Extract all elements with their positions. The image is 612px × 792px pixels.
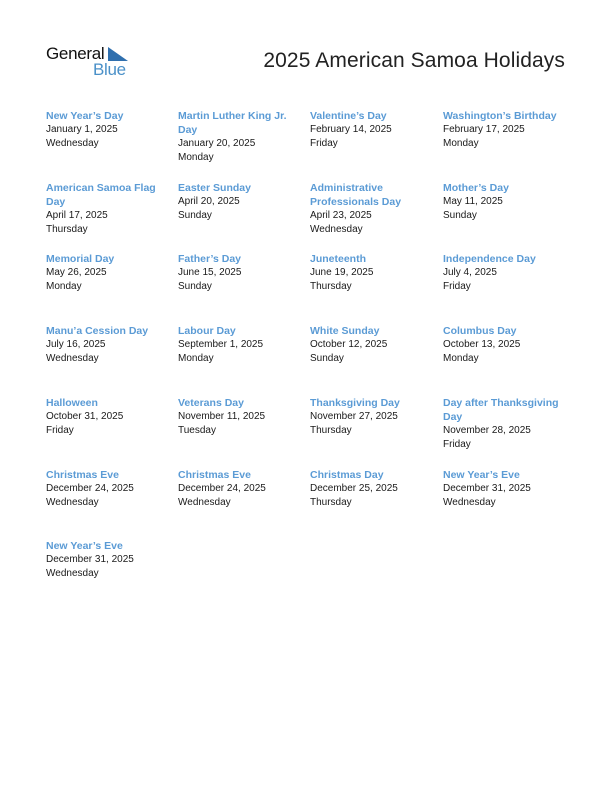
- holiday-weekday: Wednesday: [46, 568, 99, 579]
- holiday-item: [46, 468, 170, 510]
- holiday-date: July 16, 2025: [46, 339, 106, 350]
- holiday-weekday: Sunday: [178, 210, 212, 221]
- holiday-item: [178, 396, 302, 438]
- holiday-weekday: Sunday: [178, 281, 212, 292]
- holiday-item: [46, 396, 170, 438]
- holiday-weekday: Wednesday: [178, 497, 231, 508]
- holiday-weekday: Sunday: [310, 353, 344, 364]
- holiday-weekday: Wednesday: [46, 138, 99, 149]
- holiday-name: Labour Day: [178, 325, 236, 337]
- holiday-weekday: Thursday: [310, 281, 352, 292]
- holiday-item: [178, 181, 302, 223]
- holiday-name: Veterans Day: [178, 397, 244, 409]
- holiday-name: American Samoa Flag Day: [46, 182, 156, 208]
- holiday-name: New Year’s Eve: [46, 540, 123, 552]
- holiday-name: Halloween: [46, 397, 98, 409]
- holiday-date: October 13, 2025: [443, 339, 521, 350]
- holiday-name: Day after Thanksgiving Day: [443, 397, 559, 423]
- holiday-date: April 20, 2025: [178, 196, 240, 207]
- holiday-weekday: Friday: [443, 281, 471, 292]
- holiday-weekday: Monday: [178, 353, 214, 364]
- holiday-item: [443, 181, 567, 223]
- holiday-date: February 17, 2025: [443, 124, 525, 135]
- holiday-date: October 31, 2025: [46, 411, 124, 422]
- holiday-name: Mother’s Day: [443, 182, 509, 194]
- holiday-name: Manu’a Cession Day: [46, 325, 149, 337]
- holiday-weekday: Friday: [310, 138, 338, 149]
- holiday-date: April 23, 2025: [310, 210, 372, 221]
- holiday-date: February 14, 2025: [310, 124, 392, 135]
- holiday-weekday: Sunday: [443, 210, 477, 221]
- holiday-name: Easter Sunday: [178, 182, 251, 194]
- holiday-name: Christmas Day: [310, 469, 384, 481]
- holiday-name: Christmas Eve: [178, 469, 251, 481]
- holiday-date: May 26, 2025: [46, 267, 107, 278]
- holiday-weekday: Wednesday: [46, 497, 99, 508]
- holiday-name: Columbus Day: [443, 325, 517, 337]
- holiday-name: Martin Luther King Jr. Day: [178, 110, 287, 136]
- holiday-item: [443, 109, 567, 151]
- holiday-date: September 1, 2025: [178, 339, 264, 350]
- holiday-item: [46, 324, 170, 366]
- holiday-item: [46, 252, 170, 294]
- holiday-weekday: Monday: [178, 152, 214, 163]
- holiday-date: June 19, 2025: [310, 267, 374, 278]
- holiday-name: Memorial Day: [46, 253, 115, 265]
- holiday-date: May 11, 2025: [443, 196, 503, 207]
- page-title: 2025 American Samoa Holidays: [263, 49, 565, 72]
- holiday-weekday: Friday: [443, 439, 471, 450]
- holiday-name: Washington’s Birthday: [443, 110, 557, 122]
- holiday-name: Juneteenth: [310, 253, 367, 265]
- holiday-item: [178, 109, 302, 165]
- holiday-date: April 17, 2025: [46, 210, 108, 221]
- holiday-name: Thanksgiving Day: [310, 397, 400, 409]
- holiday-date: October 12, 2025: [310, 339, 388, 350]
- holiday-item: [178, 468, 302, 510]
- holiday-item: [310, 252, 434, 294]
- holiday-item: [443, 324, 567, 366]
- holiday-name: Christmas Eve: [46, 469, 119, 481]
- logo: [46, 44, 130, 80]
- holiday-item: [310, 468, 434, 510]
- holiday-item: [46, 181, 162, 237]
- holiday-weekday: Monday: [443, 138, 479, 149]
- holiday-weekday: Tuesday: [178, 425, 216, 436]
- logo-word-general: General: [46, 44, 105, 63]
- holiday-item: [178, 252, 302, 294]
- holiday-item: [178, 324, 302, 366]
- holiday-date: July 4, 2025: [443, 267, 497, 278]
- holiday-date: January 20, 2025: [178, 138, 256, 149]
- holiday-name: New Year’s Eve: [443, 469, 520, 481]
- holiday-weekday: Thursday: [310, 425, 352, 436]
- holiday-date: November 28, 2025: [443, 425, 531, 436]
- holiday-date: January 1, 2025: [46, 124, 118, 135]
- holiday-date: December 25, 2025: [310, 483, 398, 494]
- holiday-weekday: Monday: [46, 281, 82, 292]
- holiday-date: November 27, 2025: [310, 411, 398, 422]
- holiday-name: Valentine’s Day: [310, 110, 387, 122]
- holiday-name: New Year’s Day: [46, 110, 124, 122]
- holiday-weekday: Wednesday: [46, 353, 99, 364]
- holiday-item: [310, 181, 410, 237]
- holiday-item: [310, 396, 434, 438]
- holiday-item: [443, 252, 567, 294]
- holiday-weekday: Friday: [46, 425, 74, 436]
- holiday-item: [310, 324, 434, 366]
- holiday-name: White Sunday: [310, 325, 380, 337]
- holiday-name: Administrative Professionals Day: [310, 182, 402, 208]
- holiday-item: [443, 468, 567, 510]
- holiday-name: Father’s Day: [178, 253, 242, 265]
- holiday-weekday: Thursday: [310, 497, 352, 508]
- holiday-item: [46, 109, 170, 151]
- holiday-weekday: Wednesday: [443, 497, 496, 508]
- holiday-date: November 11, 2025: [178, 411, 266, 422]
- holiday-item: [46, 539, 170, 581]
- holiday-weekday: Thursday: [46, 224, 88, 235]
- holiday-weekday: Wednesday: [310, 224, 363, 235]
- holiday-date: December 31, 2025: [443, 483, 531, 494]
- holiday-name: Independence Day: [443, 253, 536, 265]
- holiday-date: June 15, 2025: [178, 267, 242, 278]
- holiday-date: December 24, 2025: [46, 483, 134, 494]
- holiday-date: December 31, 2025: [46, 554, 134, 565]
- holiday-item: [443, 396, 569, 452]
- holiday-item: [310, 109, 434, 151]
- holiday-weekday: Monday: [443, 353, 479, 364]
- logo-flag-icon: [108, 47, 128, 61]
- holiday-date: December 24, 2025: [178, 483, 266, 494]
- logo-word-blue: Blue: [93, 60, 126, 79]
